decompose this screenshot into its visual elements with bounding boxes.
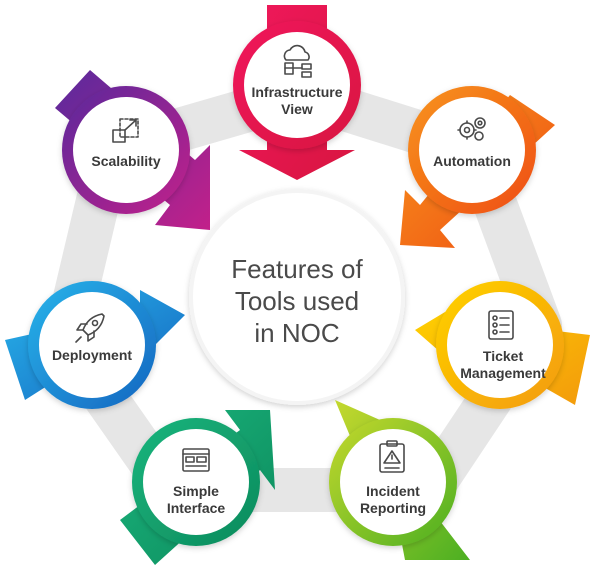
center-title-line-2: Tools used — [234, 286, 360, 316]
feature-automation — [400, 86, 555, 248]
feature-incident-label-2: Reporting — [359, 500, 427, 516]
feature-deployment — [5, 281, 185, 409]
feature-ticket-label-2: Management — [460, 365, 546, 381]
feature-ticket-management — [415, 281, 590, 409]
feature-deployment-label-1: Deployment — [51, 347, 133, 363]
feature-incident-label-1: Incident — [366, 483, 420, 499]
center-title-line-3: in NOC — [254, 318, 340, 348]
feature-infrastructure-label-1: Infrastructure — [251, 84, 343, 100]
feature-infrastructure-label-2: View — [281, 101, 313, 117]
feature-infrastructure-view — [233, 5, 361, 180]
feature-ticket-label-1: Ticket — [482, 348, 524, 364]
center-title-line-1: Features of — [231, 254, 363, 284]
feature-simple-label-2: Interface — [166, 500, 226, 516]
feature-automation-label-1: Automation — [433, 153, 511, 169]
feature-scalability-label-1: Scalability — [91, 153, 161, 169]
center-hub — [189, 189, 405, 405]
feature-simple-label-1: Simple — [173, 483, 219, 499]
